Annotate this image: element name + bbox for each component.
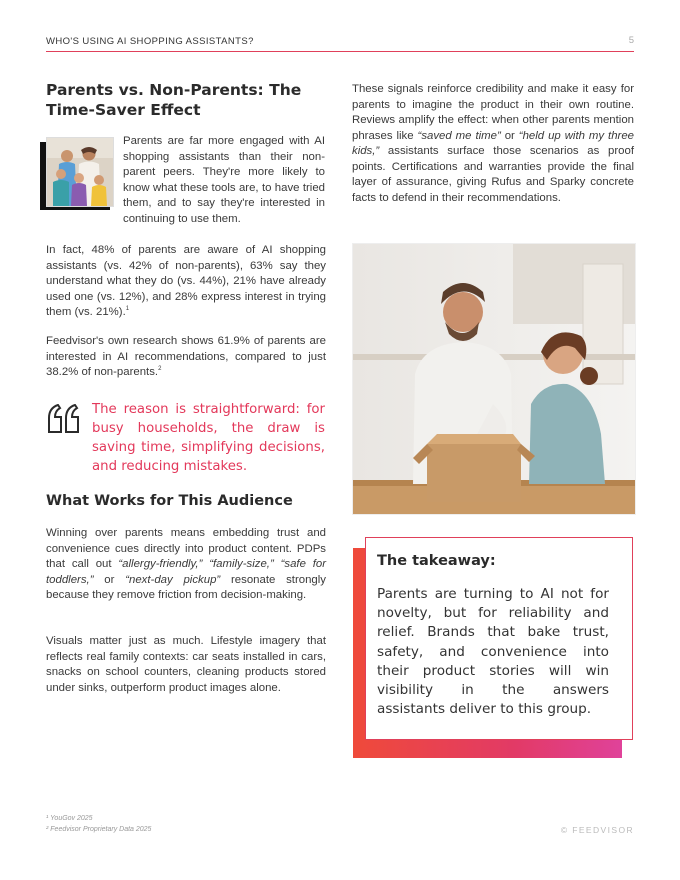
quoted-phrase: “saved me time” (417, 129, 501, 142)
quoted-phrase: “allergy-friendly,” (118, 558, 203, 570)
quoted-phrase: “held up with my three kids,” (352, 129, 635, 157)
text-run: or (93, 573, 126, 586)
stats-paragraph (46, 243, 326, 321)
text-run: or (500, 129, 519, 142)
father-daughter-photo (352, 243, 636, 515)
trust-cues-paragraph (46, 526, 326, 604)
intro-paragraph: Parents are far more engaged with AI shopping assistants than their non-parent peers. They're more likely to know what these tools are, to have tried them, and to say they're interested in continuing to use them. (123, 135, 325, 225)
running-header-title: WHO'S USING AI SHOPPING ASSISTANTS? (46, 36, 254, 47)
pull-quote: The reason is straightforward: for busy households, the draw is saving time, simplifying decisions, and reducing mistakes. (92, 402, 325, 474)
footnote-2: ² Feedvisor Proprietary Data 2025 (46, 826, 152, 833)
text-run: These signals reinforce credibility and make it easy for parents to imagine the product in their own routine. Reviews amplify the effect: when other parents mention phrases like (352, 83, 634, 142)
quote-mark-icon (46, 404, 82, 434)
section-title-what-works: What Works for This Audience (46, 493, 293, 509)
footnote-1: ¹ YouGov 2025 (46, 815, 93, 822)
page-number: 5 (628, 35, 634, 46)
takeaway-text: Parents are turning to AI not for novelty, but for reliability and relief. Brands that bake trust, safety, and convenience into their product stories will win visibility in the answers assistants deliver to this group. (377, 586, 609, 718)
takeaway-title: The takeaway: (377, 553, 496, 569)
text-run: resonate strongly because they remove friction from decision-making. (46, 573, 326, 601)
section-title-parents-vs-nonparents: Parents vs. Non-Parents: The Time-Saver Effect (46, 81, 302, 119)
quoted-phrase: “safe for toddlers,” (46, 558, 327, 586)
stats-text: In fact, 48% of parents are aware of AI shopping assistants (vs. 42% of non-parents), 63% say they understand what they do (vs. 44%), 21% have already used one (vs. 12%), and 28% express interest in trying them (vs. 21%). (46, 244, 326, 318)
text-run: assistants surface those scenarios as proof points. Certifications and warranties provide the final layer of assurance, giving Rufus and Sparky concrete facts to defend in their recommendations. (352, 145, 634, 204)
research-text: Feedvisor's own research shows 61.9% of parents are interested in AI recommendations, compared to just 38.2% of non-parents. (46, 335, 326, 378)
text-run: Winning over parents means embedding trust and convenience cues directly into product content. PDPs that call out (46, 527, 326, 570)
footnote-ref-2: 2 (158, 366, 162, 373)
quoted-phrase: “family-size,” (209, 558, 274, 570)
quoted-phrase: “next-day pickup” (125, 573, 221, 586)
copyright: © FEEDVISOR (560, 825, 634, 835)
footnote-ref-1: 1 (125, 306, 130, 313)
family-photo (46, 137, 114, 207)
header-divider (46, 51, 634, 52)
father-daughter-illustration (353, 244, 635, 514)
signals-paragraph (352, 82, 634, 206)
family-photo-illustration (47, 138, 113, 206)
visuals-paragraph: Visuals matter just as much. Lifestyle imagery that reflects real family contexts: car seats installed in cars, snacks on school counters, cleaning products stored under sinks, outperform product images alone. (46, 635, 326, 694)
research-paragraph (46, 334, 326, 381)
